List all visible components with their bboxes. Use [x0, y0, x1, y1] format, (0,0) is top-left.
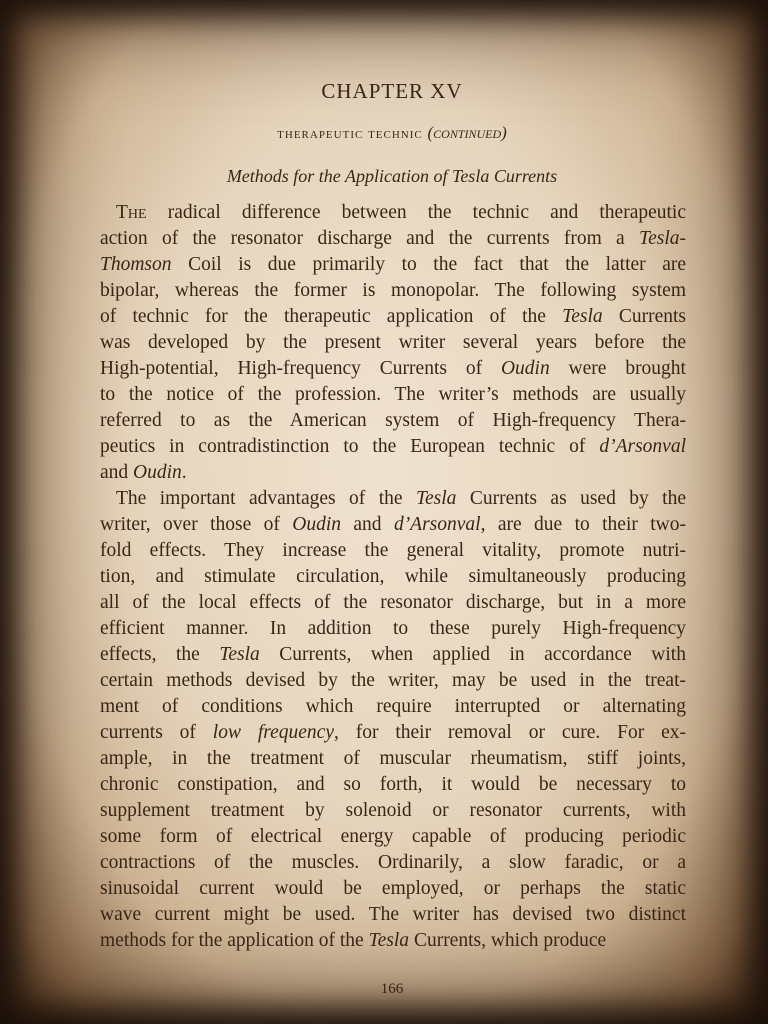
text-segment: ample, in the treatment of muscular rheumatism, stiff joints,	[100, 748, 686, 769]
text-segment: action of the resonator discharge and the currents from a	[100, 228, 640, 249]
text-segment: peutics in contradistinction to the European technic of	[100, 436, 600, 457]
text-segment: and	[341, 514, 394, 535]
text-line	[100, 564, 686, 590]
italic-text: Oudin	[292, 514, 341, 535]
text-segment: High-potential, High-frequency Currents of	[100, 358, 501, 379]
text-segment: referred to as the American system of High-frequency Thera-	[100, 410, 686, 431]
text-segment: to the notice of the profession. The writer’s methods are usually	[100, 384, 686, 405]
italic-text: Oudin	[500, 358, 550, 379]
text-segment: ment of conditions which require interrupted or alternating	[100, 696, 686, 717]
text-line	[100, 902, 686, 928]
text-segment: Currents as used by the	[456, 488, 686, 509]
text-segment: Currents, when applied in accordance with	[259, 644, 686, 665]
text-line	[100, 876, 686, 902]
text-line	[100, 200, 686, 226]
italic-text: Oudin	[133, 462, 182, 483]
italic-text: d’Arsonval	[599, 436, 686, 457]
text-segment: wave current might be used. The writer has devised two distinct	[100, 904, 686, 925]
text-segment: The	[116, 202, 147, 223]
text-line	[100, 434, 686, 460]
text-line	[100, 486, 686, 512]
text-line	[100, 330, 686, 356]
italic-text: Thomson	[100, 254, 172, 275]
text-line	[100, 252, 686, 278]
paragraph	[100, 200, 686, 486]
text-segment: effects, the	[100, 644, 220, 665]
text-segment: fold effects. They increase the general vitality, promote nutri-	[100, 540, 686, 561]
text-segment: Currents	[602, 306, 686, 327]
page-number: 166	[380, 981, 404, 997]
text-segment: methods for the application of the	[100, 930, 369, 951]
text-segment: some form of electrical energy capable of producing periodic	[100, 826, 686, 847]
text-segment: were brought	[549, 358, 686, 379]
text-line	[100, 278, 686, 304]
italic-text: Tesla	[368, 930, 410, 951]
text-segment: , are due to their two-	[480, 514, 686, 535]
subtitle-continued: (continued)	[427, 123, 507, 142]
text-segment: bipolar, whereas the former is monopolar. The following system	[100, 280, 686, 301]
text-line	[100, 928, 686, 954]
text-segment: supplement treatment by solenoid or resonator currents, with	[100, 800, 686, 821]
text-segment: was developed by the present writer several years before the	[100, 332, 686, 353]
text-line	[100, 538, 686, 564]
text-segment: sinusoidal current would be employed, or perhaps the static	[100, 878, 686, 899]
text-segment: The important advantages of the	[116, 488, 416, 509]
text-segment: currents of	[100, 722, 213, 743]
italic-text: Tesla	[562, 306, 603, 327]
subtitle-text: therapeutic technic	[277, 126, 423, 142]
text-segment: .	[181, 462, 187, 483]
body-text	[100, 200, 686, 954]
text-segment: , for their removal or cure. For ex-	[334, 722, 686, 743]
text-segment: efficient manner. In addition to these purely High-frequency	[100, 618, 686, 639]
text-segment: contractions of the muscles. Ordinarily, a slow faradic, or a	[100, 852, 686, 873]
text-segment: tion, and stimulate circulation, while simultaneously producing	[100, 566, 686, 587]
text-segment: writer, over those of	[100, 514, 293, 535]
text-line	[100, 616, 686, 642]
text-line	[100, 694, 686, 720]
text-segment: Currents, which produce	[409, 930, 607, 951]
text-segment: and	[100, 462, 134, 483]
text-line	[100, 850, 686, 876]
text-segment: of technic for the therapeutic application of the	[100, 306, 563, 327]
text-line	[100, 382, 686, 408]
text-line	[100, 668, 686, 694]
italic-text: Tesla	[219, 644, 260, 665]
italic-text: Tesla-	[639, 228, 686, 249]
chapter-subtitle	[96, 122, 688, 145]
text-line	[100, 356, 686, 382]
chapter-heading: CHAPTER XV	[321, 79, 463, 103]
text-segment: all of the local effects of the resonator discharge, but in a more	[100, 592, 686, 613]
text-line	[100, 642, 686, 668]
text-segment: Coil is due primarily to the fact that the latter are	[171, 254, 686, 275]
italic-text: low frequency	[212, 722, 334, 743]
italic-text: Tesla	[415, 488, 457, 509]
text-segment: radical difference between the technic and therapeutic	[146, 202, 686, 223]
paragraph	[100, 486, 686, 954]
text-line	[100, 512, 686, 538]
text-line	[100, 590, 686, 616]
text-line	[100, 226, 686, 252]
italic-text: d’Arsonval	[393, 514, 481, 535]
text-line	[100, 772, 686, 798]
text-line	[100, 720, 686, 746]
text-segment: certain methods devised by the writer, may be used in the treat-	[100, 670, 686, 691]
text-line	[100, 304, 686, 330]
text-line	[100, 460, 686, 486]
text-segment: chronic constipation, and so forth, it would be necessary to	[100, 774, 686, 795]
section-title: Methods for the Application of Tesla Currents	[226, 166, 558, 186]
text-line	[100, 824, 686, 850]
text-line	[100, 798, 686, 824]
text-line	[100, 408, 686, 434]
text-line	[100, 746, 686, 772]
